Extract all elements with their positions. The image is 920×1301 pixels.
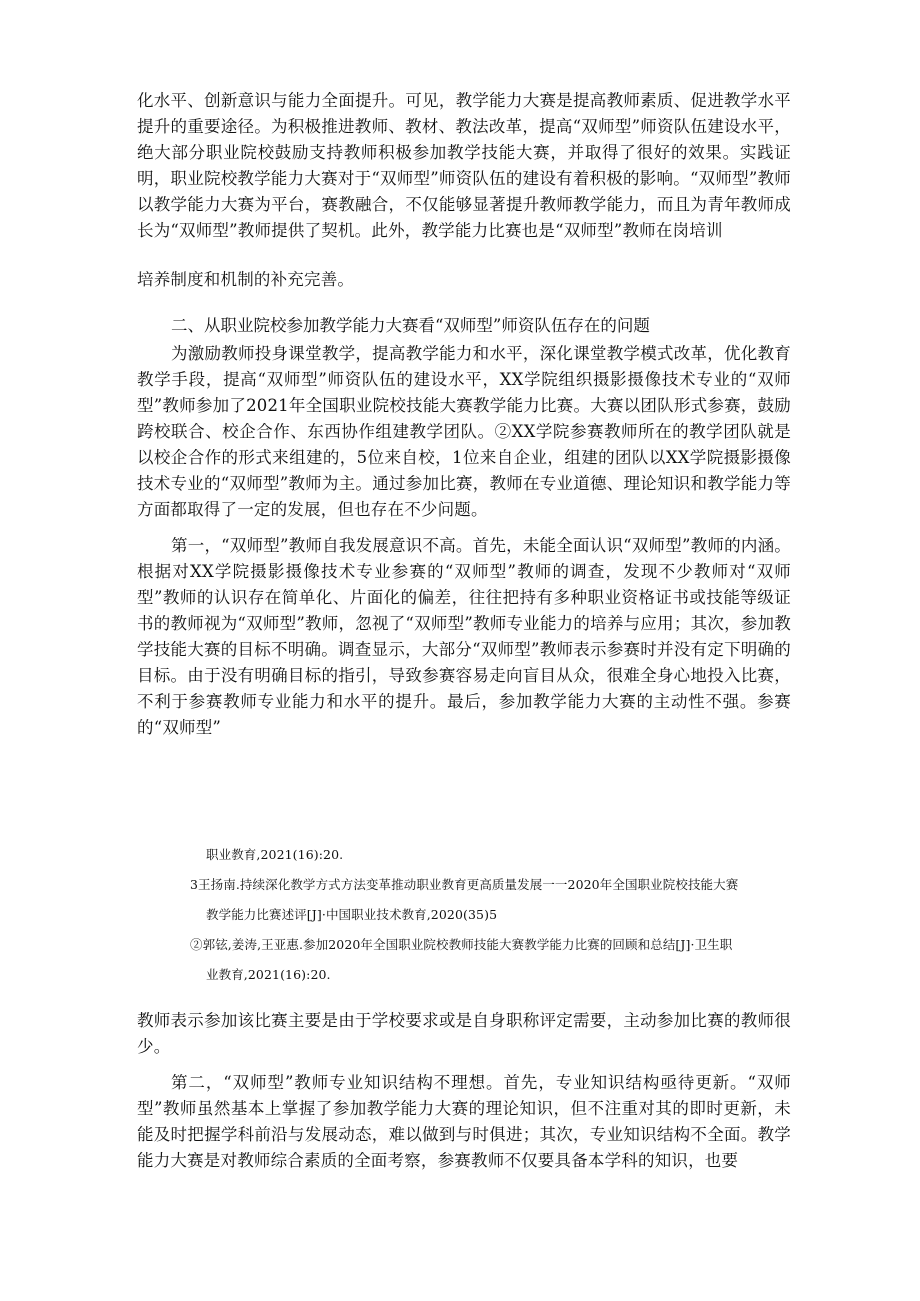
continued-section — [137, 1008, 791, 1174]
paragraph-second-issue: 第二，“双师型”教师专业知识结构不理想。首先，专业知识结构亟待更新。“双师型”教师虽然基本上掌握了参加教学能力大赛的理论知识，但不注重对其的即时更新，未能及时把握学科前沿与发展动态，难以做到与时俱进；其次，专业知识结构不全面。教学能力大赛是对教师综合素质的全面考察，参赛教师不仅要具备本学科的知识，也要 — [137, 1073, 791, 1170]
footnote-line: ②郭铉,姜涛,王亚惠.参加2020年全国职业院校教师技能大赛教学能力比赛的回顾和总结[J]·卫生职 — [190, 937, 733, 952]
top-paragraph-continuation: 培养制度和机制的补充完善。 — [137, 270, 355, 289]
paragraph-first-issue: 第一，“双师型”教师自我发展意识不高。首先，未能全面认识“双师型”教师的内涵。根据对XX学院摄影摄像技术专业参赛的“双师型”教师的调查，发现不少教师对“双师型”教师的认识存在简单化、片面化的偏差，往往把持有多种职业资格证书或技能等级证书的教师视为“双师型”教师，忽视了“双师型”教师专业能力的培养与应用；其次，参加教学技能大赛的目标不明确。调查显示，大部分“双师型”教师表示参赛时并没有定下明确的目标。由于没有明确目标的指引，导致参赛容易走向盲目从众，很难全身心地投入比赛，不利于参赛教师专业能力和水平的提升。最后，参加教学能力大赛的主动性不强。参赛的“双师型” — [137, 536, 791, 737]
top-paragraph-continuation-block — [137, 267, 791, 293]
footnote-line: 业教育,2021(16):20. — [206, 967, 331, 982]
footnote-line: 职业教育,2021(16):20. — [206, 847, 344, 862]
footnote-line: 3王扬南.持续深化教学方式方法变革推动职业教育更高质量发展一一2020年全国职业院校技能大赛 — [190, 877, 739, 892]
top-section — [137, 88, 791, 244]
footnotes — [190, 840, 810, 990]
paragraph-continuation: 教师表示参加该比赛主要是由于学校要求或是自身职称评定需要，主动参加比赛的教师很少。 — [137, 1011, 791, 1056]
paragraph-incentive: 为激励教师投身课堂教学，提高教学能力和水平，深化课堂教学模式改革，优化教育教学手段，提高“双师型”师资队伍的建设水平，XX学院组织摄影摄像技术专业的“双师型”教师参加了2021年全国职业院校技能大赛教学能力比赛。大赛以团队形式参赛，鼓励跨校联合、校企合作、东西协作组建教学团队。②XX学院参赛教师所在的教学团队就是以校企合作的形式来组建的，5位来自校，1位来自企业，组建的团队以XX学院摄影摄像技术专业的“双师型”教师为主。通过参加比赛，教师在专业道德、理论知识和教学能力等方面都取得了一定的发展，但也存在不少问题。 — [137, 344, 791, 519]
section-heading: 二、从职业院校参加教学能力大赛看“双师型”师资队伍存在的问题 — [171, 316, 650, 335]
footnote-line: 教学能力比赛述评[J]·中国职业技术教育,2020(35)5 — [206, 907, 498, 922]
main-section — [137, 313, 791, 741]
top-paragraph: 化水平、创新意识与能力全面提升。可见，教学能力大赛是提高教师素质、促进教学水平提升的重要途径。为积极推进教师、教材、教法改革，提高“双师型”师资队伍建设水平，绝大部分职业院校鼓励支持教师积极参加教学技能大赛，并取得了很好的效果。实践证明，职业院校教学能力大赛对于“双师型”师资队伍的建设有着积极的影响。“双师型”教师以教学能力大赛为平台，赛教融合，不仅能够显著提升教师教学能力，而且为青年教师成长为“双师型”教师提供了契机。此外，教学能力比赛也是“双师型”教师在岗培训 — [137, 91, 791, 240]
